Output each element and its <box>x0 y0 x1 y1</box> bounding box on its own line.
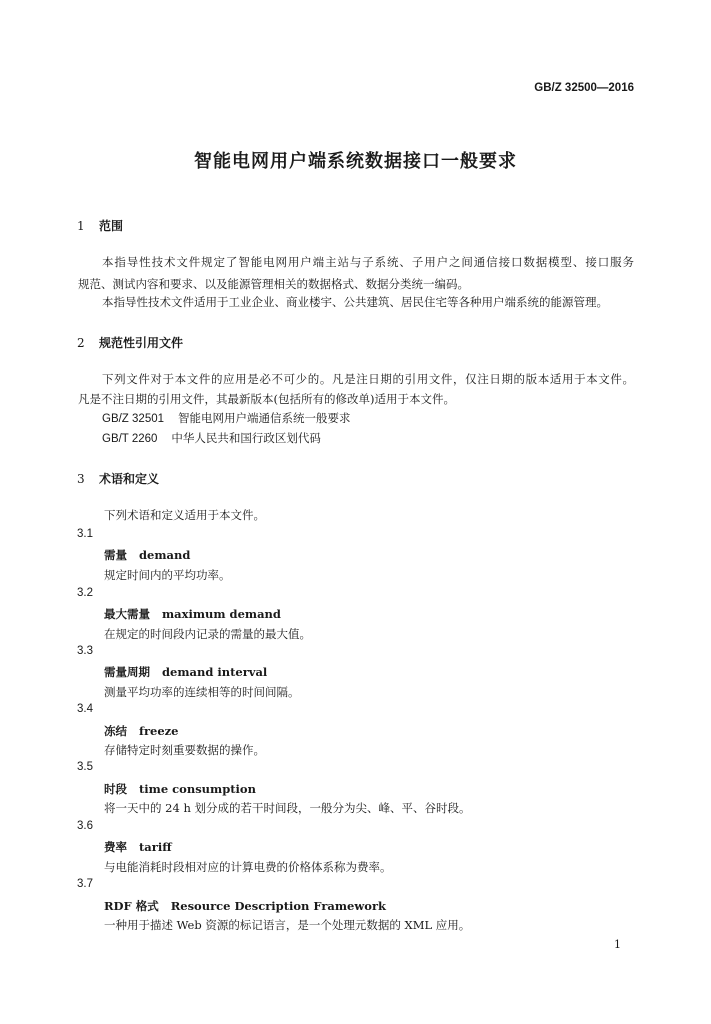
reference-item <box>102 410 351 426</box>
term-en: Resource Description Framework <box>170 899 386 913</box>
term-en: tariff <box>139 840 172 854</box>
term-number: 3.6 <box>77 820 93 832</box>
term-definition: 存储特定时刻重要数据的操作。 <box>104 743 265 757</box>
term <box>104 606 281 622</box>
term <box>104 781 256 797</box>
term-en: demand <box>139 548 191 562</box>
term <box>104 547 190 563</box>
section-3-heading <box>77 470 159 487</box>
document-title: 智能电网用户端系统数据接口一般要求 <box>194 151 517 172</box>
term <box>104 898 386 914</box>
term-definition: 一种用于描述 Web 资源的标记语言，是一个处理元数据的 XML 应用。 <box>104 918 471 932</box>
term-number: 3.5 <box>77 761 93 773</box>
term-definition: 将一天中的 24 h 划分成的若干时间段，一般分为尖、峰、平、谷时段。 <box>104 801 471 815</box>
reference-name: 中华人民共和国行政区划代码 <box>171 431 321 445</box>
term <box>104 839 172 855</box>
paragraph: 下列术语和定义适用于本文件。 <box>104 508 265 522</box>
paragraph: 下列文件对于本文件的应用是必不可少的。凡是注日期的引用文件，仅注日期的版本适用于本文件。 <box>102 372 634 386</box>
reference-name: 智能电网用户端通信系统一般要求 <box>178 411 351 425</box>
term-definition: 测量平均功率的连续相等的时间间隔。 <box>104 685 300 699</box>
standard-number: GB/Z 32500—2016 <box>534 82 634 94</box>
term-definition: 与电能消耗时段相对应的计算电费的价格体系称为费率。 <box>104 860 392 874</box>
term <box>104 664 267 680</box>
term-en: time consumption <box>139 782 256 796</box>
term-number: 3.1 <box>77 528 93 540</box>
term-number: 3.7 <box>77 878 93 890</box>
term <box>104 723 179 739</box>
reference-code: GB/Z 32501 <box>102 413 165 425</box>
term-cn: 时段 <box>104 782 127 796</box>
term-cn: 需量 <box>104 548 127 562</box>
section-number: 1 <box>77 219 85 233</box>
term-cn: 冻结 <box>104 724 127 738</box>
term-en: freeze <box>139 724 179 738</box>
term-number: 3.3 <box>77 645 93 657</box>
term-cn: RDF 格式 <box>104 899 159 913</box>
reference-code: GB/T 2260 <box>102 433 158 445</box>
term-cn: 费率 <box>104 840 127 854</box>
term-en: demand interval <box>162 665 268 679</box>
paragraph: 本指导性技术文件规定了智能电网用户端主站与子系统、子用户之间通信接口数据模型、接口服务 <box>102 255 634 269</box>
section-title: 术语和定义 <box>99 472 160 486</box>
page-number: 1 <box>614 938 621 951</box>
paragraph: 凡是不注日期的引用文件，其最新版本(包括所有的修改单)适用于本文件。 <box>78 392 455 406</box>
term-cn: 最大需量 <box>104 607 150 621</box>
section-number: 3 <box>77 472 85 486</box>
term-number: 3.2 <box>77 587 93 599</box>
section-number: 2 <box>77 336 85 350</box>
section-2-heading <box>77 334 183 351</box>
paragraph: 规范、测试内容和要求、以及能源管理相关的数据格式、数据分类统一编码。 <box>78 277 469 291</box>
paragraph: 本指导性技术文件适用于工业企业、商业楼宇、公共建筑、居民住宅等各种用户端系统的能源管理。 <box>102 295 608 309</box>
section-title: 范围 <box>99 219 124 233</box>
term-definition: 在规定的时间段内记录的需量的最大值。 <box>104 627 311 641</box>
section-title: 规范性引用文件 <box>99 336 184 350</box>
term-en: maximum demand <box>162 607 281 621</box>
section-1-heading <box>77 217 123 234</box>
reference-item <box>102 430 321 446</box>
term-number: 3.4 <box>77 703 93 715</box>
term-cn: 需量周期 <box>104 665 150 679</box>
term-definition: 规定时间内的平均功率。 <box>104 568 231 582</box>
